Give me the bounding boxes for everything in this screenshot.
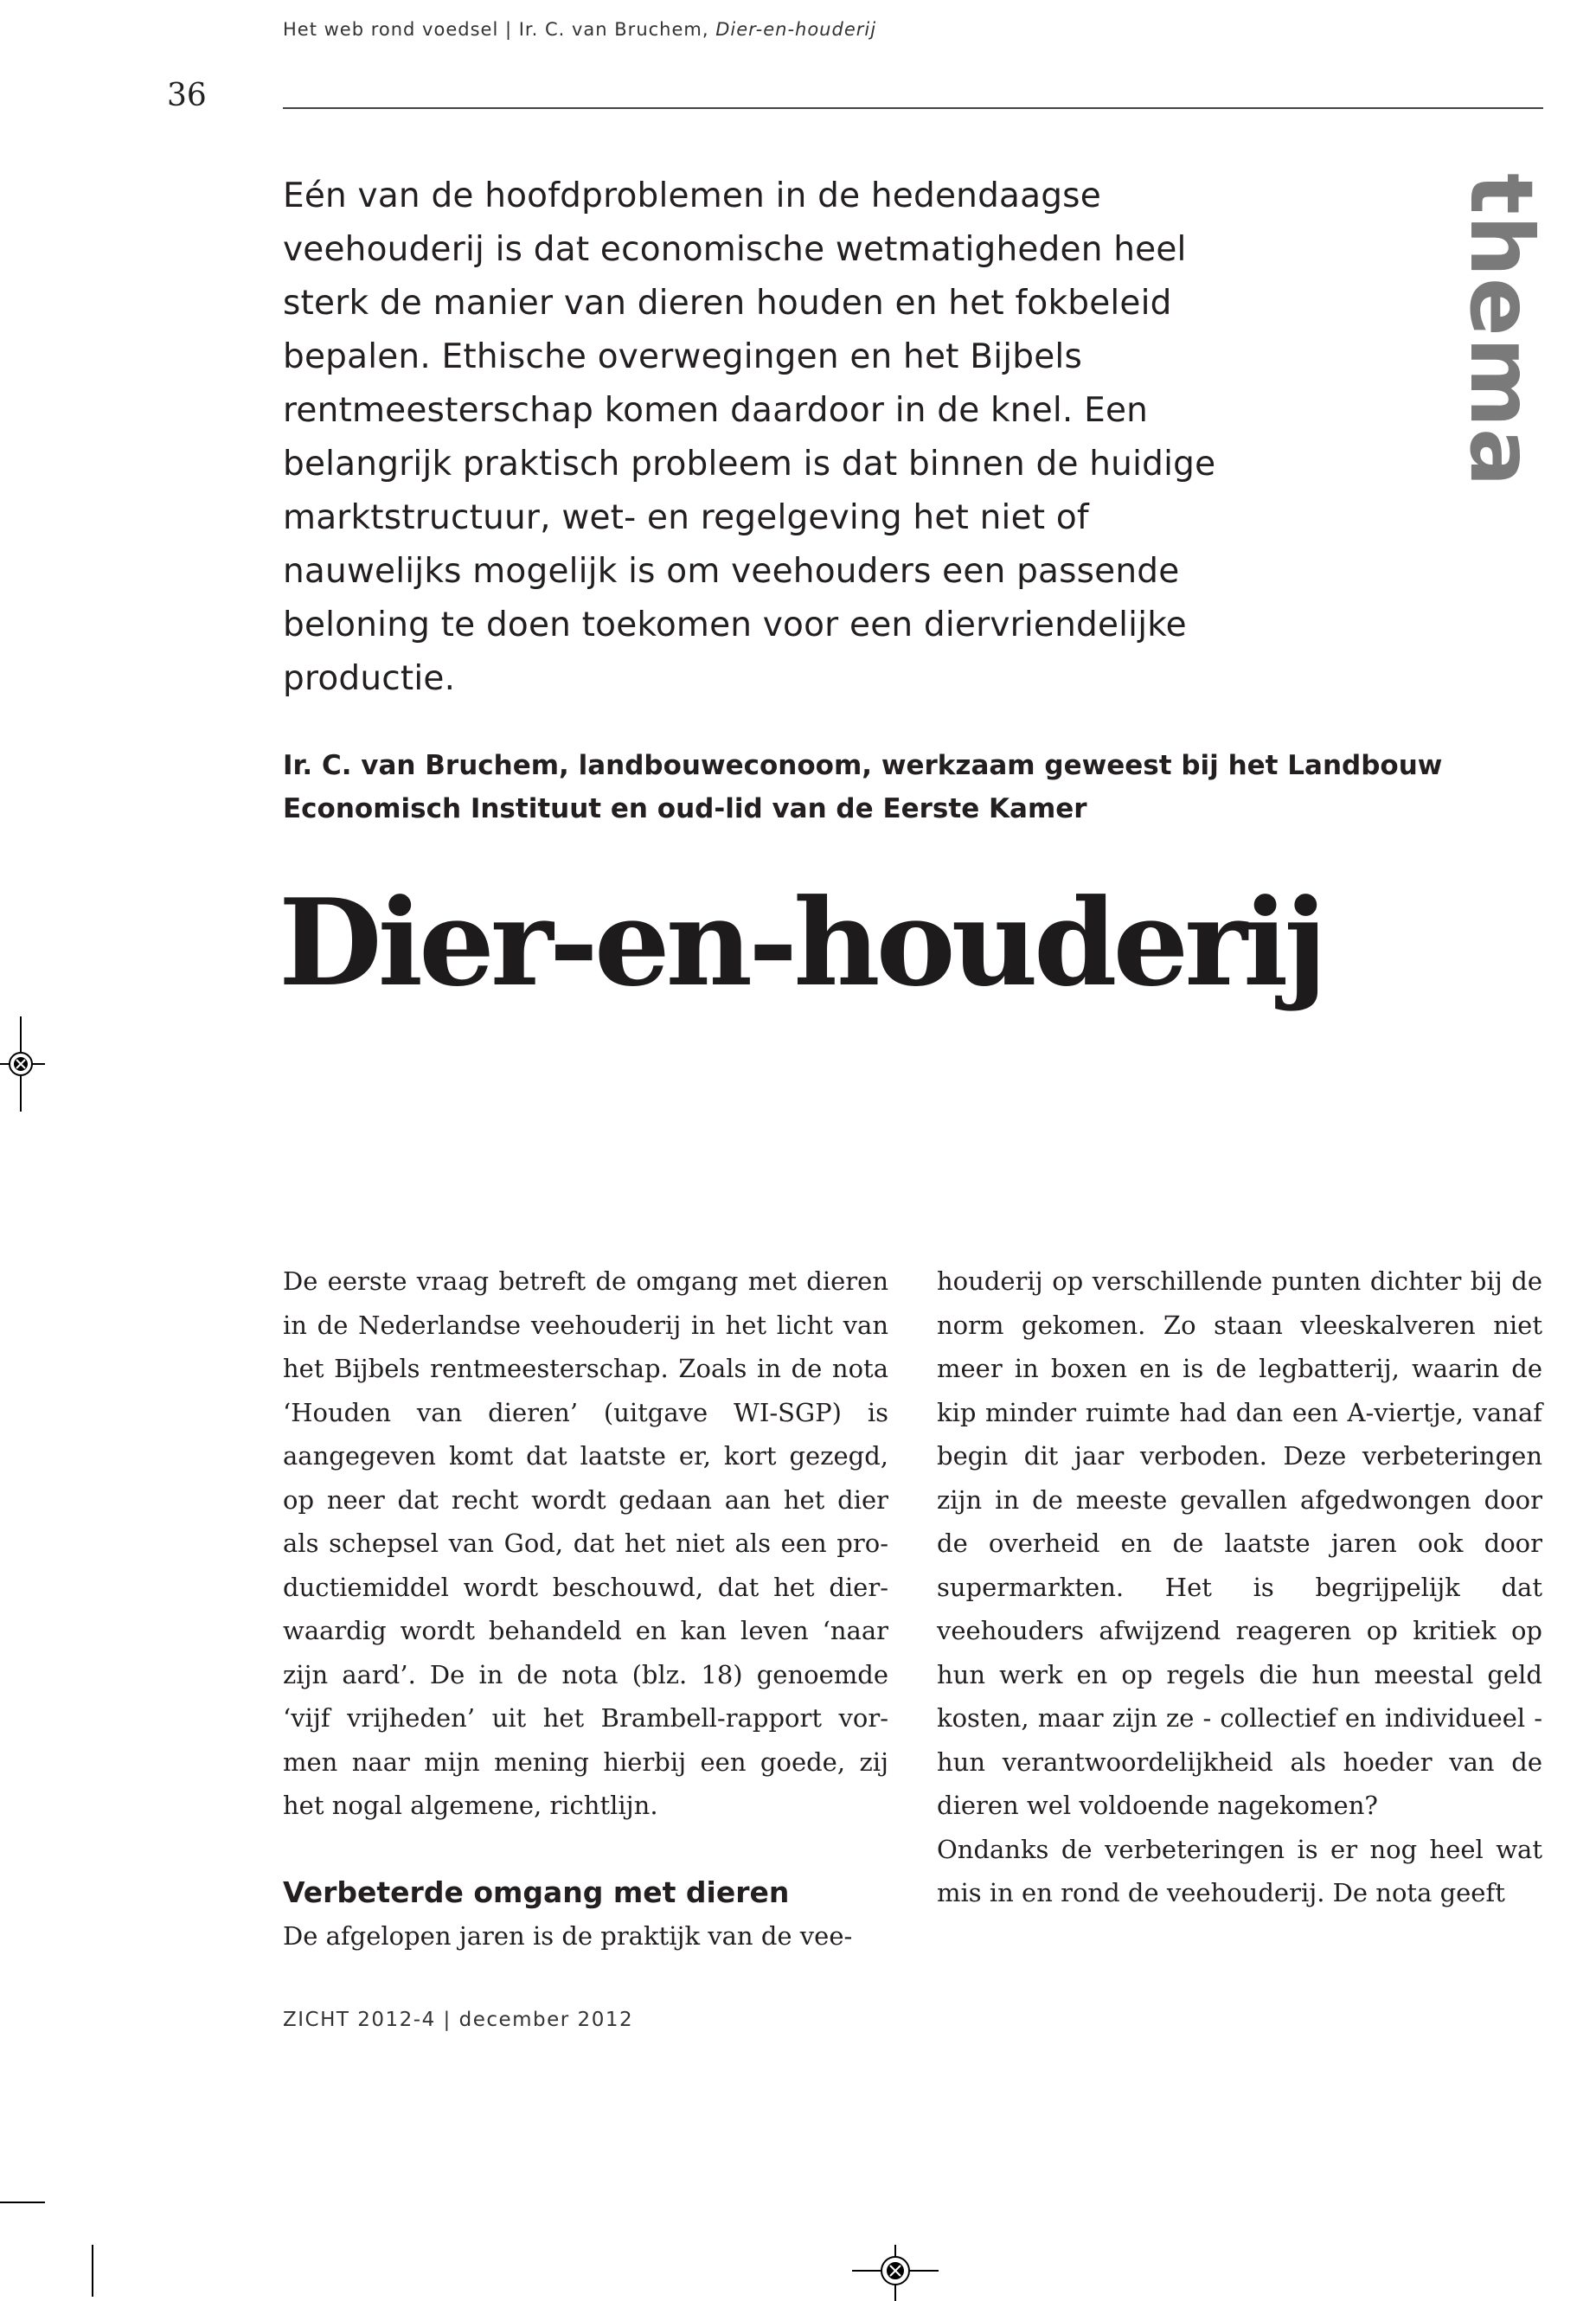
running-header-author: Ir. C. van Bruchem, xyxy=(518,19,709,40)
body-column-left xyxy=(283,1259,888,1958)
body-paragraph: De eerste vraag betreft de omgang met dieren in de Nederlandse veehouderij in het licht van het Bijbels rentmeesterschap. Zoals in de nota ‘Houden van dieren’ (uitgave WI-SGP) is aangegeven komt dat laatste er, kort gezegd, op neer dat recht wordt gedaan aan het dier als schepsel van God, dat het niet als een productiemiddel wordt beschouwd, dat het dierwaardig wordt behandeld en kan leven ‘naar zijn aard’. De in de nota (blz. 18) genoemde ‘vijf vrijheden’ uit het Brambell-rapport vormen naar mijn mening hierbij een goede, zij het nogal algemene, richtlijn. xyxy=(283,1266,888,1820)
registration-mark-left xyxy=(0,1016,45,1112)
section-label xyxy=(1426,173,1565,488)
section-subheading: Verbeterde omgang met dieren xyxy=(283,1875,790,1909)
body-column-right xyxy=(937,1259,1542,1915)
running-header-separator: | xyxy=(504,19,513,40)
section-label-text: thema xyxy=(1451,173,1552,488)
running-header-article: Dier-en-houderij xyxy=(715,19,877,40)
page-number: 36 xyxy=(167,78,207,113)
page-footer: ZICHT 2012-4 | december 2012 xyxy=(283,2009,634,2031)
author-byline: Ir. C. van Bruchem, landbouweconoom, werkzaam geweest bij het Landbouw Economisch Instituut en oud-lid van de Eerste Kamer xyxy=(283,750,1443,824)
running-header-publication: Het web rond voedsel xyxy=(283,19,499,40)
crop-marks xyxy=(0,2202,93,2297)
header-rule xyxy=(283,107,1543,109)
running-header xyxy=(283,19,876,40)
registration-mark-bottom xyxy=(852,2245,939,2301)
body-paragraph: De afgelopen jaren is de praktijk van de vee- xyxy=(283,1920,853,1951)
intro-paragraph: Eén van de hoofdproblemen in de hedendaagse veehouderij is dat economische wetmatigheden heel sterk de manier van dieren houden en het fokbeleid bepalen. Ethische overwegingen en het Bijbels rentmeesterschap komen daardoor in de knel. Een belangrijk praktisch probleem is dat binnen de huidige marktstructuur, wet- en regelgeving het niet of nauwelijks mogelijk is om veehouders een passende beloning te doen toekomen voor een diervriendelijke productie. xyxy=(283,176,1216,698)
body-paragraph: houderij op verschillende punten dichter bij de norm gekomen. Zo staan vleeskalveren niet meer in boxen en is de legbatterij, waarin de kip minder ruimte had dan een A-viertje, vanaf begin dit jaar verboden. Deze verbeteringen zijn in de meeste gevallen afgedwongen door de overheid en de laatste jaren ook door supermarkten. Het is begrijpelijk dat veehouders afwijzend reageren op kritiek op hun werk en op regels die hun meestal geld kosten, maar zijn ze - collectief en individueel - hun verantwoordelijkheid als hoeder van de dieren wel voldoende nagekomen? xyxy=(937,1266,1542,1820)
article-title: Dier-en-houderij xyxy=(279,872,1324,1013)
body-paragraph: Ondanks de verbeteringen is er nog heel wat mis in en rond de veehouderij. De nota geeft xyxy=(937,1834,1542,1907)
